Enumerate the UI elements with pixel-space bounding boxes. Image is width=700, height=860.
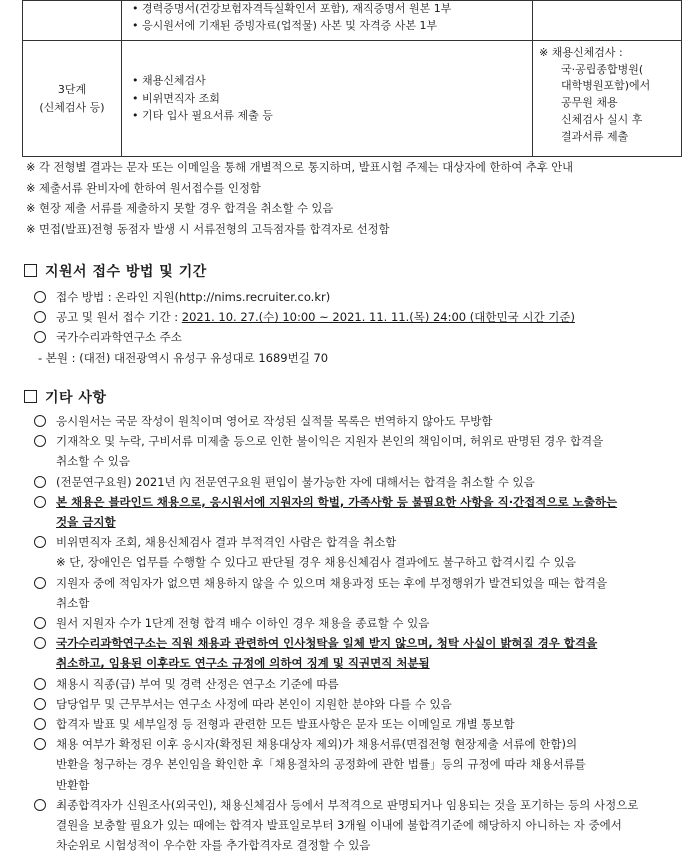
list-item: 공고 및 원서 접수 기간 : 2021. 10. 27.(수) 10:00 ~ 2021. 11. 11.(목) 24:00 (대한민국 시간 기준) <box>34 307 680 327</box>
list-item: 채용시 직종(급) 부여 및 경력 산정은 연구소 기준에 따름 <box>34 674 680 694</box>
list-item: • 경력증명서(건강보험자격득실확인서 포함), 재직증명서 원본 1부 <box>132 2 452 15</box>
list-item: 비위면직자 조회, 채용신체검사 결과 부적격인 사람은 합격을 취소함 <box>34 532 680 552</box>
circle-bullet-icon <box>34 496 46 508</box>
list-item: 합격자 발표 및 세부일정 등 전형과 관련한 모든 발표사항은 문자 또는 이메일로 개별 통보함 <box>34 714 680 734</box>
note-item: ※ 면접(발표)전형 동점자 발생 시 서류전형의 고득점자를 합격자로 선정함 <box>26 222 390 236</box>
note-line: 결과서류 제출 <box>561 129 629 143</box>
circle-bullet-icon <box>34 617 46 629</box>
documents-cell <box>122 1 533 41</box>
list-item: 접수 방법 : 온라인 지원(http://nims.recruiter.co.kr) <box>34 287 680 307</box>
section-title-application: 지원서 접수 방법 및 기간 <box>24 262 207 283</box>
table-row <box>23 41 682 157</box>
address-line: - 본원 : (대전) 대전광역시 유성구 유성대로 1689번길 70 <box>38 350 329 365</box>
list-item: 채용 여부가 확정된 이후 응시자(확정된 채용대상자 제외)가 채용서류(면접전형 현장제출 서류에 한함)의 반환을 청구하는 경우 본인임을 확인한 후「채용절차의 공정화에 관한 법률」등의 규정에 따라 채용서류를 반환함 <box>34 734 680 795</box>
circle-bullet-icon <box>34 799 46 811</box>
note-item: ※ 제출서류 완비자에 한하여 원서접수를 인정함 <box>26 181 261 195</box>
square-bullet-icon <box>24 264 37 277</box>
application-period: 2021. 10. 27.(수) 10:00 ~ 2021. 11. 11.(목) 24:00 (대한민국 시간 기준) <box>181 310 575 325</box>
circle-bullet-icon <box>34 698 46 710</box>
notes-list <box>26 160 676 242</box>
circle-bullet-icon <box>34 678 46 690</box>
note-item: ※ 현장 제출 서류를 제출하지 못할 경우 합격을 취소할 수 있음 <box>26 202 334 215</box>
list-item: 최종합격자가 신원조사(외국인), 채용신체검사 등에서 부적격으로 판명되거나 임용되는 것을 포기하는 등의 사정으로 결원을 보충할 필요가 있는 때에는 합격자 발표일로부터 3개월 이내에 불합격기준에 해당하지 아니하는 자 중에서 차순위로 시험성적이 우수한 자를 추가합격자로 결정할 수 있음 <box>34 795 680 856</box>
steps-cell <box>122 41 533 157</box>
list-item: 원서 지원자 수가 1단계 전형 합격 배수 이하인 경우 채용을 종료할 수 있음 <box>34 613 680 633</box>
schedule-table <box>22 0 682 157</box>
circle-bullet-icon <box>34 415 46 427</box>
square-bullet-icon <box>24 390 37 403</box>
stage-subtitle: (신체검사 등) <box>39 100 105 114</box>
stage-cell <box>23 41 122 157</box>
note-line: 국·공립종합병원( <box>561 62 644 76</box>
note-line: 대학병원포함)에서 <box>561 79 651 93</box>
stage-name: 3단계 <box>57 83 87 97</box>
circle-bullet-icon <box>34 476 46 488</box>
list-item: • 채용신체검사 <box>132 74 206 88</box>
note-line: 공무원 채용 <box>561 96 618 110</box>
circle-bullet-icon <box>34 311 46 323</box>
application-list <box>34 287 680 368</box>
sub-note: ※ 단, 장애인은 업무를 수행할 수 있다고 판단될 경우 채용신체검사 결과에도 불구하고 합격시킬 수 있음 <box>56 555 576 570</box>
circle-bullet-icon <box>34 738 46 750</box>
note-cell <box>533 41 682 157</box>
circle-bullet-icon <box>34 577 46 589</box>
circle-bullet-icon <box>34 637 46 649</box>
list-item: 국가수리과학연구소 주소 <box>34 327 680 347</box>
list-item: 응시원서는 국문 작성이 원칙이며 영어로 작성된 실적물 목록은 번역하지 않아도 무방함 <box>34 411 680 431</box>
list-item: • 응시원서에 기재된 증빙자료(업적물) 사본 및 자격증 사본 1부 <box>132 18 438 32</box>
list-item: 국가수리과학연구소는 직원 채용과 관련하여 인사청탁을 일체 받지 않으며, 청탁 사실이 밝혀질 경우 합격을 취소하고, 임용된 이후라도 연구소 규정에 의하여 징계 및 직권면직 처분됨 <box>34 633 680 673</box>
table-row <box>23 1 682 41</box>
circle-bullet-icon <box>34 291 46 303</box>
list-item: 기재착오 및 누락, 구비서류 미제출 등으로 인한 불이익은 지원자 본인의 책임이며, 허위로 판명된 경우 합격을 취소할 수 있음 <box>34 431 680 471</box>
circle-bullet-icon <box>34 331 46 343</box>
note-item: ※ 각 전형별 결과는 문자 또는 이메일을 통해 개별적으로 통지하며, 발표시험 주제는 대상자에 한하여 추후 안내 <box>26 161 574 174</box>
other-list <box>34 411 680 855</box>
circle-bullet-icon <box>34 536 46 548</box>
note-line: ※ 채용신체검사 : <box>539 46 623 59</box>
list-item: 담당업무 및 근무부서는 연구소 사정에 따라 본인이 지원한 분야와 다를 수 있음 <box>34 694 680 714</box>
circle-bullet-icon <box>34 435 46 447</box>
note-cell-empty <box>533 1 682 41</box>
list-item: (전문연구요원) 2021년 內 전문연구요원 편입이 불가능한 자에 대해서는 합격을 취소할 수 있음 <box>34 472 680 492</box>
note-line: 신체검사 실시 후 <box>561 112 643 126</box>
list-item: 지원자 중에 적임자가 없으면 채용하지 않을 수 있으며 채용과정 또는 후에 부정행위가 발견되었을 때는 합격을 취소함 <box>34 573 680 613</box>
section-title-other: 기타 사항 <box>24 388 106 409</box>
list-item: 본 채용은 블라인드 채용으로, 응시원서에 지원자의 학벌, 가족사항 등 불필요한 사항을 직·간접적으로 노출하는 것을 금지함 <box>34 492 680 532</box>
circle-bullet-icon <box>34 718 46 730</box>
stage-cell-empty <box>23 1 122 41</box>
list-item: • 기타 입사 필요서류 제출 등 <box>132 109 273 123</box>
list-item: • 비위면직자 조회 <box>132 91 220 105</box>
